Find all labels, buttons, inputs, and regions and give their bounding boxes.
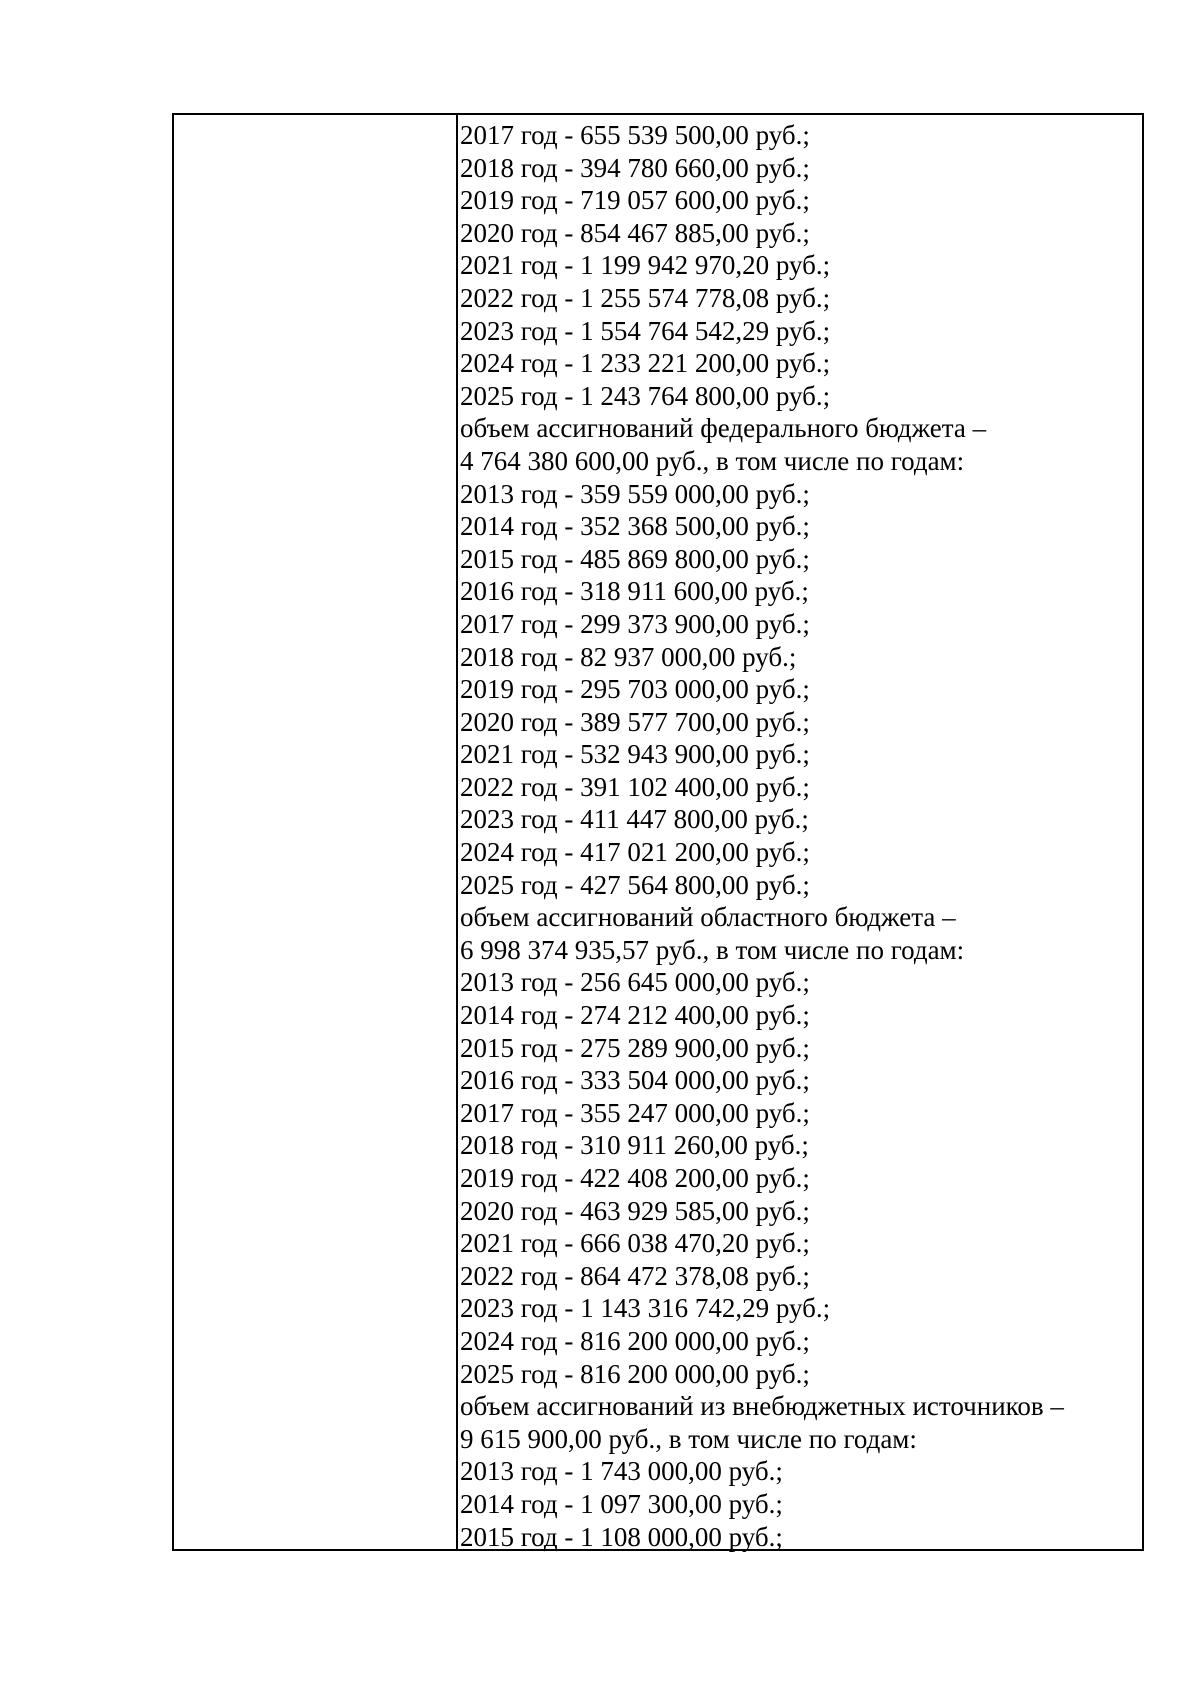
text-line: 2013 год - 256 645 000,00 руб.; xyxy=(460,967,810,998)
text-line: 2018 год - 82 937 000,00 руб.; xyxy=(460,641,797,672)
text-line: 2022 год - 391 102 400,00 руб.; xyxy=(460,771,810,802)
text-line: 2015 год - 1 108 000,00 руб.; xyxy=(460,1521,783,1552)
text-line: 2021 год - 666 038 470,20 руб.; xyxy=(460,1228,810,1259)
text-line: 2015 год - 485 869 800,00 руб.; xyxy=(460,543,810,574)
text-line: 2018 год - 310 911 260,00 руб.; xyxy=(460,1130,809,1161)
section-total: 6 998 374 935,57 руб., в том числе по годам: xyxy=(460,934,965,965)
table-right-cell xyxy=(458,115,1142,1552)
section-total: 9 615 900,00 руб., в том числе по годам: xyxy=(460,1423,917,1454)
text-line: 2024 год - 417 021 200,00 руб.; xyxy=(460,837,810,868)
text-line: 2017 год - 299 373 900,00 руб.; xyxy=(460,608,810,639)
text-line: 2022 год - 1 255 574 778,08 руб.; xyxy=(460,282,831,313)
text-line: 2024 год - 1 233 221 200,00 руб.; xyxy=(460,348,831,379)
text-line: 2025 год - 1 243 764 800,00 руб.; xyxy=(460,380,831,411)
text-line: 2025 год - 427 564 800,00 руб.; xyxy=(460,869,810,900)
text-line: 2021 год - 1 199 942 970,20 руб.; xyxy=(460,250,831,281)
section-heading: объем ассигнований областного бюджета – xyxy=(460,902,956,933)
funding-table xyxy=(172,113,1144,1551)
text-line: 2019 год - 295 703 000,00 руб.; xyxy=(460,674,810,705)
section-heading: объем ассигнований из внебюджетных источников – xyxy=(460,1391,1064,1422)
text-line: 2019 год - 422 408 200,00 руб.; xyxy=(460,1163,810,1193)
text-line: 2020 год - 389 577 700,00 руб.; xyxy=(460,706,810,737)
text-line: 2015 год - 275 289 900,00 руб.; xyxy=(460,1032,810,1063)
text-line: 2023 год - 1 554 764 542,29 руб.; xyxy=(460,315,831,346)
text-line: 2019 год - 719 057 600,00 руб.; xyxy=(460,185,810,216)
text-line: 2013 год - 359 559 000,00 руб.; xyxy=(460,478,810,509)
text-line: 2020 год - 463 929 585,00 руб.; xyxy=(460,1195,810,1226)
text-line: 2018 год - 394 780 660,00 руб.; xyxy=(460,152,810,183)
text-line: 2020 год - 854 467 885,00 руб.; xyxy=(460,217,810,248)
table-left-cell xyxy=(174,115,458,1549)
text-line: 2014 год - 352 368 500,00 руб.; xyxy=(460,511,810,542)
text-line: 2013 год - 1 743 000,00 руб.; xyxy=(460,1456,783,1487)
section-total: 4 764 380 600,00 руб., в том числе по годам: xyxy=(460,445,965,476)
text-line: 2023 год - 411 447 800,00 руб.; xyxy=(460,804,809,835)
text-line: 2023 год - 1 143 316 742,29 руб.; xyxy=(460,1293,831,1324)
text-line: 2017 год - 355 247 000,00 руб.; xyxy=(460,1097,810,1128)
text-line: 2016 год - 333 504 000,00 руб.; xyxy=(460,1065,810,1096)
section-heading: объем ассигнований федерального бюджета – xyxy=(460,413,987,444)
text-line: 2025 год - 816 200 000,00 руб.; xyxy=(460,1358,810,1389)
text-line: 2022 год - 864 472 378,08 руб.; xyxy=(460,1260,810,1291)
text-line: 2014 год - 1 097 300,00 руб.; xyxy=(460,1488,783,1519)
text-line: 2014 год - 274 212 400,00 руб.; xyxy=(460,1000,810,1031)
text-line: 2024 год - 816 200 000,00 руб.; xyxy=(460,1325,810,1356)
text-line: 2021 год - 532 943 900,00 руб.; xyxy=(460,739,810,770)
text-line: 2017 год - 655 539 500,00 руб.; xyxy=(460,120,810,150)
text-line: 2016 год - 318 911 600,00 руб.; xyxy=(460,576,809,607)
